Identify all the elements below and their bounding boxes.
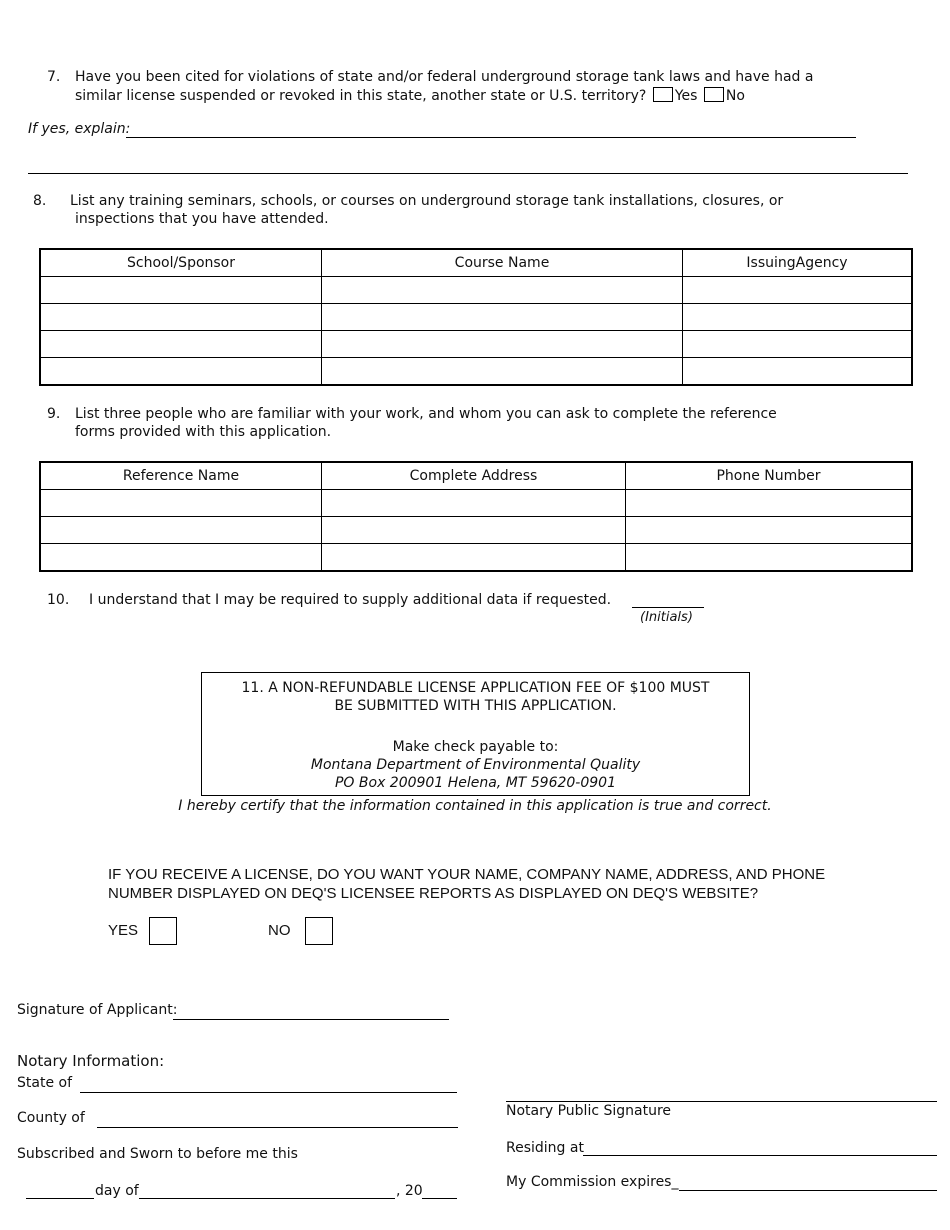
table-row: [40, 517, 912, 544]
payee-name: Montana Department of Environmental Quality: [310, 757, 641, 773]
table-header-row: [40, 462, 912, 490]
display-no-checkbox[interactable]: [305, 917, 333, 945]
table-cell-input[interactable]: [322, 358, 683, 386]
table-cell-input[interactable]: [626, 517, 913, 544]
table-header-cell: IssuingAgency: [683, 249, 913, 277]
table-cell-input[interactable]: [322, 490, 626, 517]
commission-expires-input[interactable]: [679, 1190, 937, 1191]
table-header-cell: Reference Name: [40, 462, 322, 490]
table-row: [40, 331, 912, 358]
table-cell-input[interactable]: [683, 358, 913, 386]
display-question-line2: NUMBER DISPLAYED ON DEQ'S LICENSEE REPORTS AS DISPLAYED ON DEQ'S WEBSITE?: [108, 885, 759, 902]
table-cell-input[interactable]: [40, 517, 322, 544]
table-cell-input[interactable]: [626, 544, 913, 572]
training-table: [39, 248, 913, 386]
notary-public-signature-input[interactable]: [506, 1101, 937, 1102]
residing-at-input[interactable]: [583, 1155, 937, 1156]
table-cell-input[interactable]: [40, 358, 322, 386]
table-cell-input[interactable]: [322, 544, 626, 572]
q7-text-line2-row: [75, 87, 745, 104]
table-row: [40, 490, 912, 517]
table-row: [40, 544, 912, 572]
table-header-row: [40, 249, 912, 277]
table-cell-input[interactable]: [322, 304, 683, 331]
q7-no-label: No: [725, 88, 745, 104]
q7-number: 7.: [47, 69, 61, 85]
table-header-cell: Complete Address: [322, 462, 626, 490]
day-input[interactable]: [26, 1198, 94, 1199]
table-row: [40, 277, 912, 304]
q7-yes-label: Yes: [674, 88, 698, 104]
commission-expires-label: My Commission expires_: [506, 1174, 679, 1190]
table-cell-input[interactable]: [322, 331, 683, 358]
display-question-line1: IF YOU RECEIVE A LICENSE, DO YOU WANT YOUR NAME, COMPANY NAME, ADDRESS, AND PHONE: [108, 866, 826, 883]
notary-public-signature-label: Notary Public Signature: [506, 1103, 672, 1119]
state-label: State of: [17, 1075, 73, 1091]
year-prefix: , 20: [396, 1183, 423, 1199]
initials-label: (Initials): [640, 610, 693, 625]
table-cell-input[interactable]: [40, 277, 322, 304]
table-header-cell: Phone Number: [626, 462, 913, 490]
applicant-signature-label: Signature of Applicant:: [17, 1002, 178, 1018]
table-cell-input[interactable]: [40, 544, 322, 572]
county-label: County of: [17, 1110, 85, 1126]
fee-notice-line2: BE SUBMITTED WITH THIS APPLICATION.: [334, 698, 617, 714]
references-table: [39, 461, 913, 572]
applicant-signature-input[interactable]: [173, 1019, 449, 1020]
q7-yes-checkbox[interactable]: [653, 87, 673, 102]
display-yes-label: YES: [108, 922, 139, 939]
table-header-cell: Course Name: [322, 249, 683, 277]
initials-input[interactable]: [632, 607, 704, 608]
q9-text-line2: forms provided with this application.: [75, 424, 332, 440]
day-of-label: day of: [95, 1183, 139, 1199]
display-yes-checkbox[interactable]: [149, 917, 177, 945]
q8-number: 8.: [33, 193, 47, 209]
table-cell-input[interactable]: [683, 304, 913, 331]
table-cell-input[interactable]: [322, 517, 626, 544]
q7-explain-input-line1[interactable]: [126, 137, 856, 138]
certification-statement: I hereby certify that the information contained in this application is true and correct.: [178, 798, 772, 814]
month-input[interactable]: [139, 1198, 395, 1199]
table-cell-input[interactable]: [40, 304, 322, 331]
payee-address: PO Box 200901 Helena, MT 59620-0901: [334, 775, 616, 791]
q10-number: 10.: [47, 592, 70, 608]
q7-text-line2: similar license suspended or revoked in this state, another state or U.S. territory?: [75, 88, 647, 104]
year-input[interactable]: [422, 1198, 457, 1199]
q9-text-line1: List three people who are familiar with your work, and whom you can ask to complete the reference: [75, 406, 777, 422]
table-cell-input[interactable]: [40, 331, 322, 358]
payable-to: Make check payable to:: [392, 739, 559, 755]
notary-heading: Notary Information:: [17, 1052, 165, 1070]
table-cell-input[interactable]: [683, 331, 913, 358]
q8-text-line1: List any training seminars, schools, or courses on underground storage tank installations, closures, or: [70, 193, 784, 209]
table-cell-input[interactable]: [322, 277, 683, 304]
q7-explain-label: If yes, explain:: [28, 121, 131, 137]
table-header-cell: School/Sponsor: [40, 249, 322, 277]
q9-number: 9.: [47, 406, 61, 422]
table-row: [40, 304, 912, 331]
q7-explain-input-line2[interactable]: [28, 173, 908, 174]
q8-text-line2: inspections that you have attended.: [75, 211, 329, 227]
table-cell-input[interactable]: [40, 490, 322, 517]
county-input[interactable]: [97, 1127, 458, 1128]
table-cell-input[interactable]: [683, 277, 913, 304]
display-no-label: NO: [268, 922, 291, 939]
residing-at-label: Residing at: [506, 1140, 584, 1156]
state-input[interactable]: [80, 1092, 457, 1093]
table-cell-input[interactable]: [626, 490, 913, 517]
q10-text: I understand that I may be required to supply additional data if requested.: [89, 592, 612, 608]
table-row: [40, 358, 912, 386]
q7-text-line1: Have you been cited for violations of state and/or federal underground storage tank laws and have had a: [75, 69, 814, 85]
sworn-label: Subscribed and Sworn to before me this: [17, 1146, 298, 1162]
q7-no-checkbox[interactable]: [704, 87, 724, 102]
fee-notice-line1: 11. A NON-REFUNDABLE LICENSE APPLICATION FEE OF $100 MUST: [241, 680, 710, 696]
fee-notice-box: [201, 672, 750, 796]
